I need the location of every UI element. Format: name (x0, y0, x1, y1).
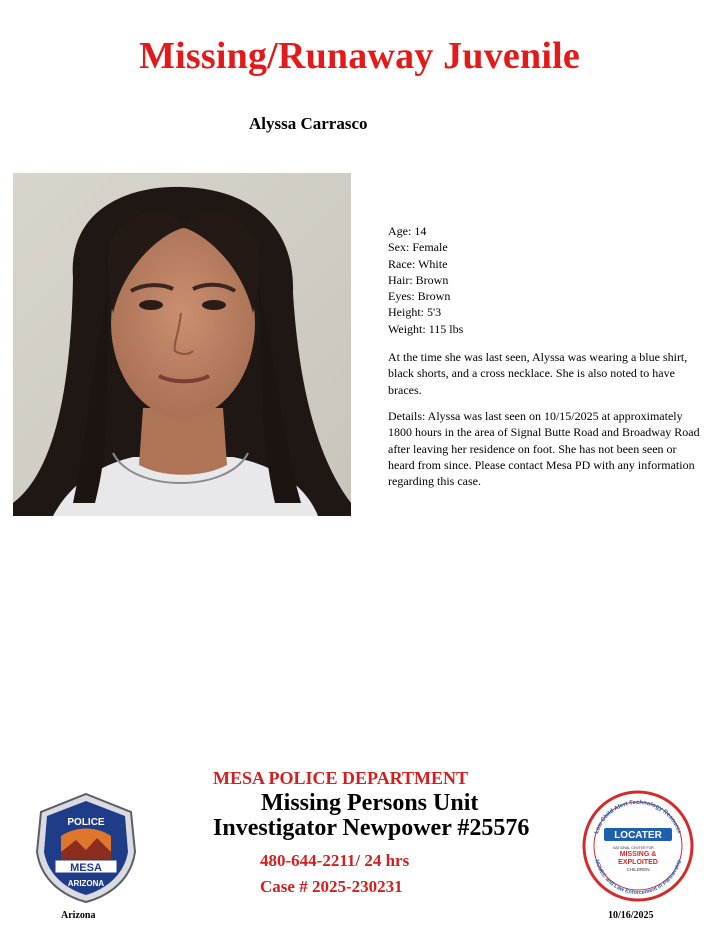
contact-phone: 480-644-2211/ 24 hrs (260, 851, 410, 870)
svg-text:POLICE: POLICE (67, 817, 105, 828)
unit-name: Missing Persons Unit (261, 790, 479, 816)
svg-text:NCMEC and Law Enforcement in P: NCMEC and Law Enforcement in Partnership (593, 858, 683, 897)
flyer-title: Missing/Runaway Juvenile (139, 35, 580, 77)
info-panel (388, 223, 700, 489)
svg-text:MISSING &: MISSING & (619, 851, 657, 858)
case-details: Details: Alyssa was last seen on 10/15/2025 at approximately 1800 hours in the area of Signal Butte Road and Broadway Road after leaving her residence on foot. She has not been seen or heard from since. Please contact Mesa PD with any information regarding this case. (388, 408, 700, 489)
person-name: Alyssa Carrasco (249, 114, 368, 133)
svg-text:EXPLOITED: EXPLOITED (618, 859, 658, 866)
stat-sex: Sex: Female (388, 240, 448, 255)
flyer-date: 10/16/2025 (608, 910, 654, 921)
case-number: Case # 2025-230231 (260, 877, 403, 896)
clothing-description: At the time she was last seen, Alyssa was wearing a blue shirt, black shorts, and a cross necklace. She is also noted to have braces. (388, 350, 688, 397)
stat-eyes: Eyes: Brown (388, 289, 451, 304)
stat-height: Height: 5'3 (388, 305, 442, 320)
stat-weight: Weight: 115 lbs (388, 321, 464, 336)
svg-text:MESA: MESA (70, 862, 102, 874)
mesa-police-badge-icon (31, 792, 141, 904)
svg-text:LOCATER: LOCATER (614, 830, 662, 841)
badge-caption: Arizona (61, 910, 96, 921)
stat-hair: Hair: Brown (388, 272, 449, 287)
department-name: MESA POLICE DEPARTMENT (213, 768, 469, 788)
svg-text:NATIONAL CENTER FOR: NATIONAL CENTER FOR (613, 846, 654, 850)
svg-text:ARIZONA: ARIZONA (67, 879, 105, 888)
locater-logo-icon (582, 790, 694, 902)
stats-list (388, 223, 700, 337)
svg-text:Law Child Alert Technology Res: Law Child Alert Technology Resource (593, 799, 683, 835)
person-photo (13, 173, 351, 516)
stat-age: Age: 14 (388, 224, 427, 238)
svg-text:CHILDREN: CHILDREN (626, 867, 650, 872)
investigator-name: Investigator Newpower #25576 (213, 815, 530, 841)
stat-race: Race: White (388, 256, 448, 271)
